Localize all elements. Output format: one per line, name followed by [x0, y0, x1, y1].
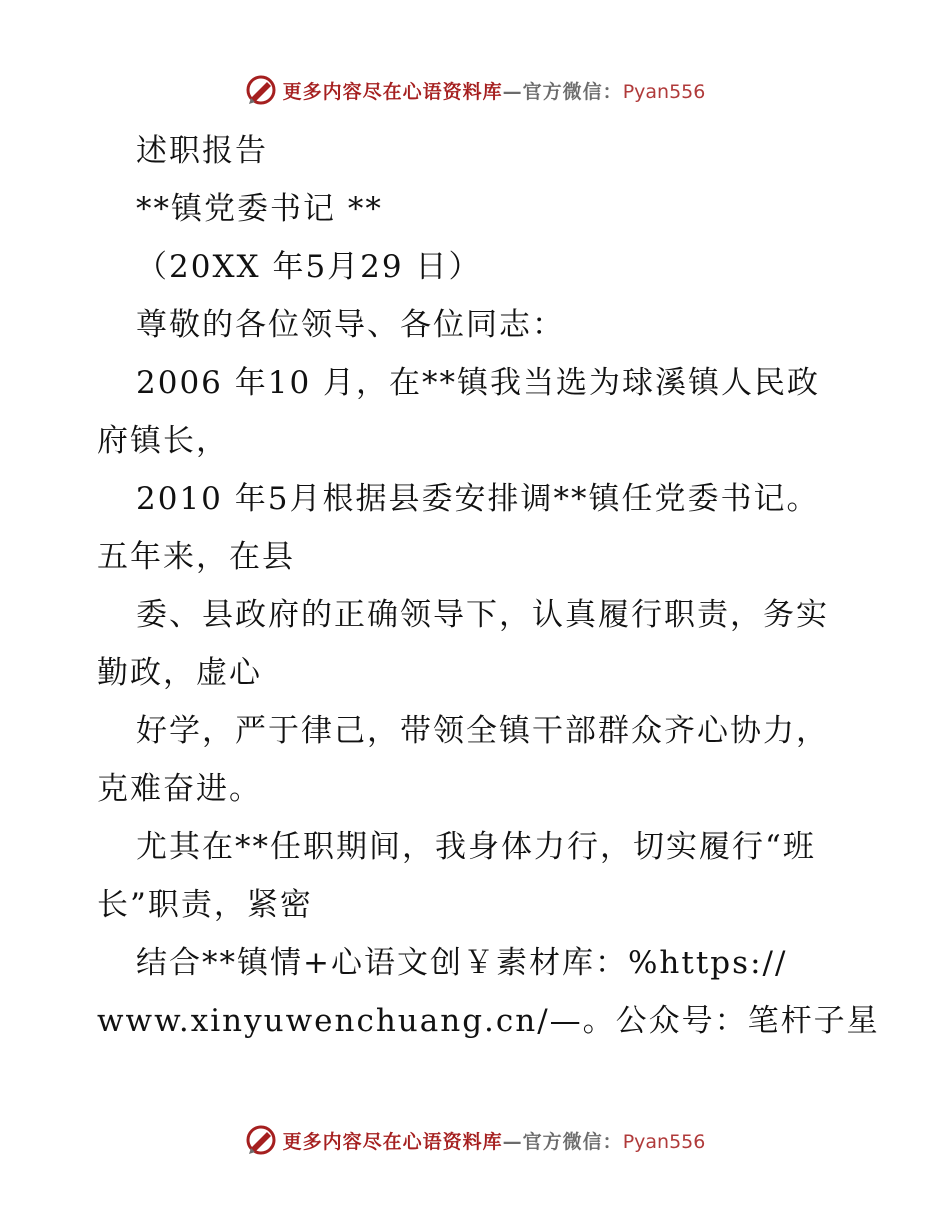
text-line: 2006 年10 月，在**镇我当选为球溪镇人民政 — [136, 365, 821, 401]
watermark-main: 更多内容尽在心语资料库 — [282, 80, 503, 103]
watermark-dash: — — [502, 1130, 523, 1153]
footer-watermark — [0, 1120, 950, 1160]
text-line: 委、县政府的正确领导下，认真履行职责，务实 — [136, 597, 829, 633]
watermark-text — [283, 77, 706, 104]
watermark-dash: — — [502, 80, 523, 103]
text-line: 结合**镇情+心语文创￥素材库：%https:// — [136, 945, 788, 981]
watermark-text — [283, 1127, 706, 1154]
text-line: 府镇长， — [97, 423, 229, 459]
pen-logo-icon — [245, 1124, 277, 1156]
watermark-main: 更多内容尽在心语资料库 — [282, 1130, 503, 1153]
text-line: 勤政，虚心 — [97, 655, 262, 691]
watermark-id: Pyan556 — [622, 1130, 706, 1153]
text-line: 五年来，在县 — [97, 539, 295, 575]
text-line: 克难奋进。 — [97, 771, 262, 807]
document-title: 述职报告 — [136, 133, 268, 169]
text-line: 尤其在**任职期间，我身体力行，切实履行“班 — [136, 829, 816, 865]
text-line: 2010 年5月根据县委安排调**镇任党委书记。 — [136, 481, 820, 517]
date-line: （20XX 年5月29 日） — [136, 249, 482, 285]
watermark-official: 官方微信： — [522, 80, 623, 103]
text-line: 好学，严于律己，带领全镇干部群众齐心协力， — [136, 713, 829, 749]
pen-logo-icon — [245, 74, 277, 106]
author-line: **镇党委书记 ** — [136, 191, 383, 227]
paragraph-lines — [97, 354, 880, 1050]
watermark-official: 官方微信： — [522, 1130, 623, 1153]
watermark-id: Pyan556 — [622, 80, 706, 103]
text-line: www.xinyuwenchuang.cn/—。公众号：笔杆子星 — [97, 1003, 880, 1039]
document-body — [97, 122, 880, 1050]
header-watermark — [0, 70, 950, 110]
text-line: 长”职责，紧密 — [97, 887, 313, 923]
salutation: 尊敬的各位领导、各位同志： — [136, 307, 565, 343]
